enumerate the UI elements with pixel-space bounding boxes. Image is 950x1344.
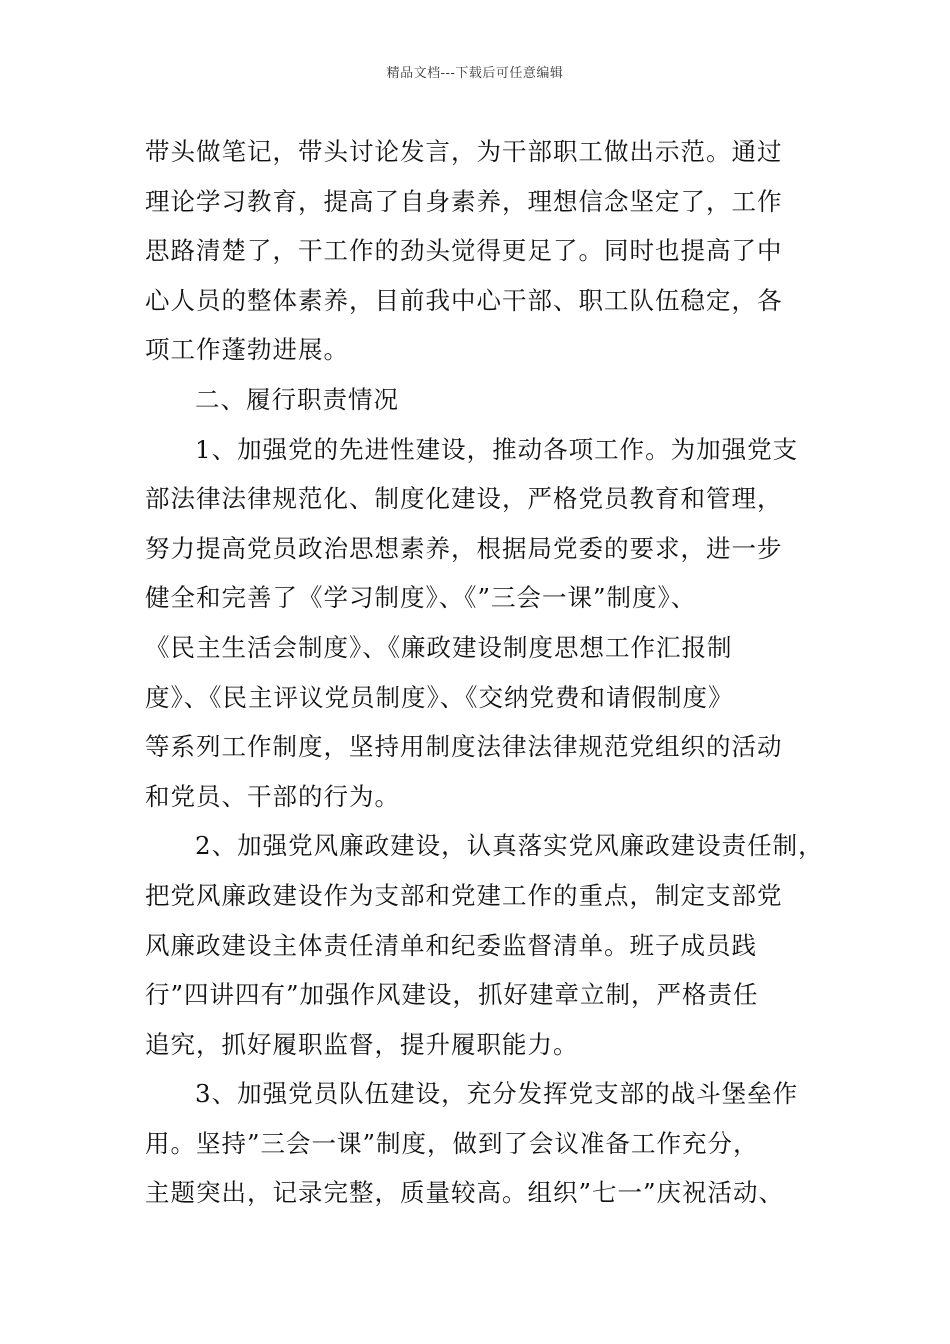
paragraph-start: 1、加强党的先进性建设，推动各项工作。为加强党支 [195, 434, 799, 464]
text-line: 项工作蓬勃进展。 [145, 335, 349, 365]
paragraph-start: 3、加强党员队伍建设，充分发挥党支部的战斗堡垒作 [195, 1079, 799, 1109]
text-line: 和党员、干部的行为。 [145, 781, 400, 811]
text-line: 思路清楚了，干工作的劲头觉得更足了。同时也提高了中 [145, 236, 783, 266]
document-body [145, 127, 835, 1218]
section-heading: 二、履行职责情况 [195, 384, 399, 414]
text-line: 风廉政建设主体责任清单和纪委监督清单。班子成员践 [145, 930, 757, 960]
text-line: 度》、《民主评议党员制度》、《交纳党费和请假制度》 [145, 682, 734, 712]
text-line: 努力提高党员政治思想素养，根据局党委的要求，进一步 [145, 533, 783, 563]
text-line: 把党风廉政建设作为支部和党建工作的重点，制定支部党 [145, 880, 783, 910]
text-line: 《民主生活会制度》、《廉政建设制度思想工作汇报制 [145, 632, 733, 662]
text-line: 部法律法律规范化、制度化建设，严格党员教育和管理， [145, 484, 783, 514]
text-line: 等系列工作制度，坚持用制度法律法律规范党组织的活动 [145, 732, 783, 762]
page-header: 精品文档---下载后可任意编辑 [386, 66, 564, 81]
text-line: 理论学习教育，提高了自身素养，理想信念坚定了，工作 [145, 186, 783, 216]
text-line: 行”四讲四有”加强作风建设，抓好建章立制，严格责任 [145, 980, 759, 1010]
text-line: 用。坚持”三会一课”制度，做到了会议准备工作充分， [145, 1128, 759, 1158]
paragraph-start: 2、加强党风廉政建设，认真落实党风廉政建设责任制， [195, 831, 824, 861]
text-line: 追究，抓好履职监督，提升履职能力。 [145, 1029, 579, 1059]
text-line: 健全和完善了《学习制度》、《”三会一课”制度》、 [145, 583, 697, 613]
text-line: 主题突出，记录完整，质量较高。组织”七一”庆祝活动、 [145, 1178, 785, 1208]
text-line: 带头做笔记，带头讨论发言，为干部职工做出示范。通过 [145, 137, 783, 166]
text-line: 心人员的整体素养，目前我中心干部、职工队伍稳定，各 [145, 285, 783, 315]
